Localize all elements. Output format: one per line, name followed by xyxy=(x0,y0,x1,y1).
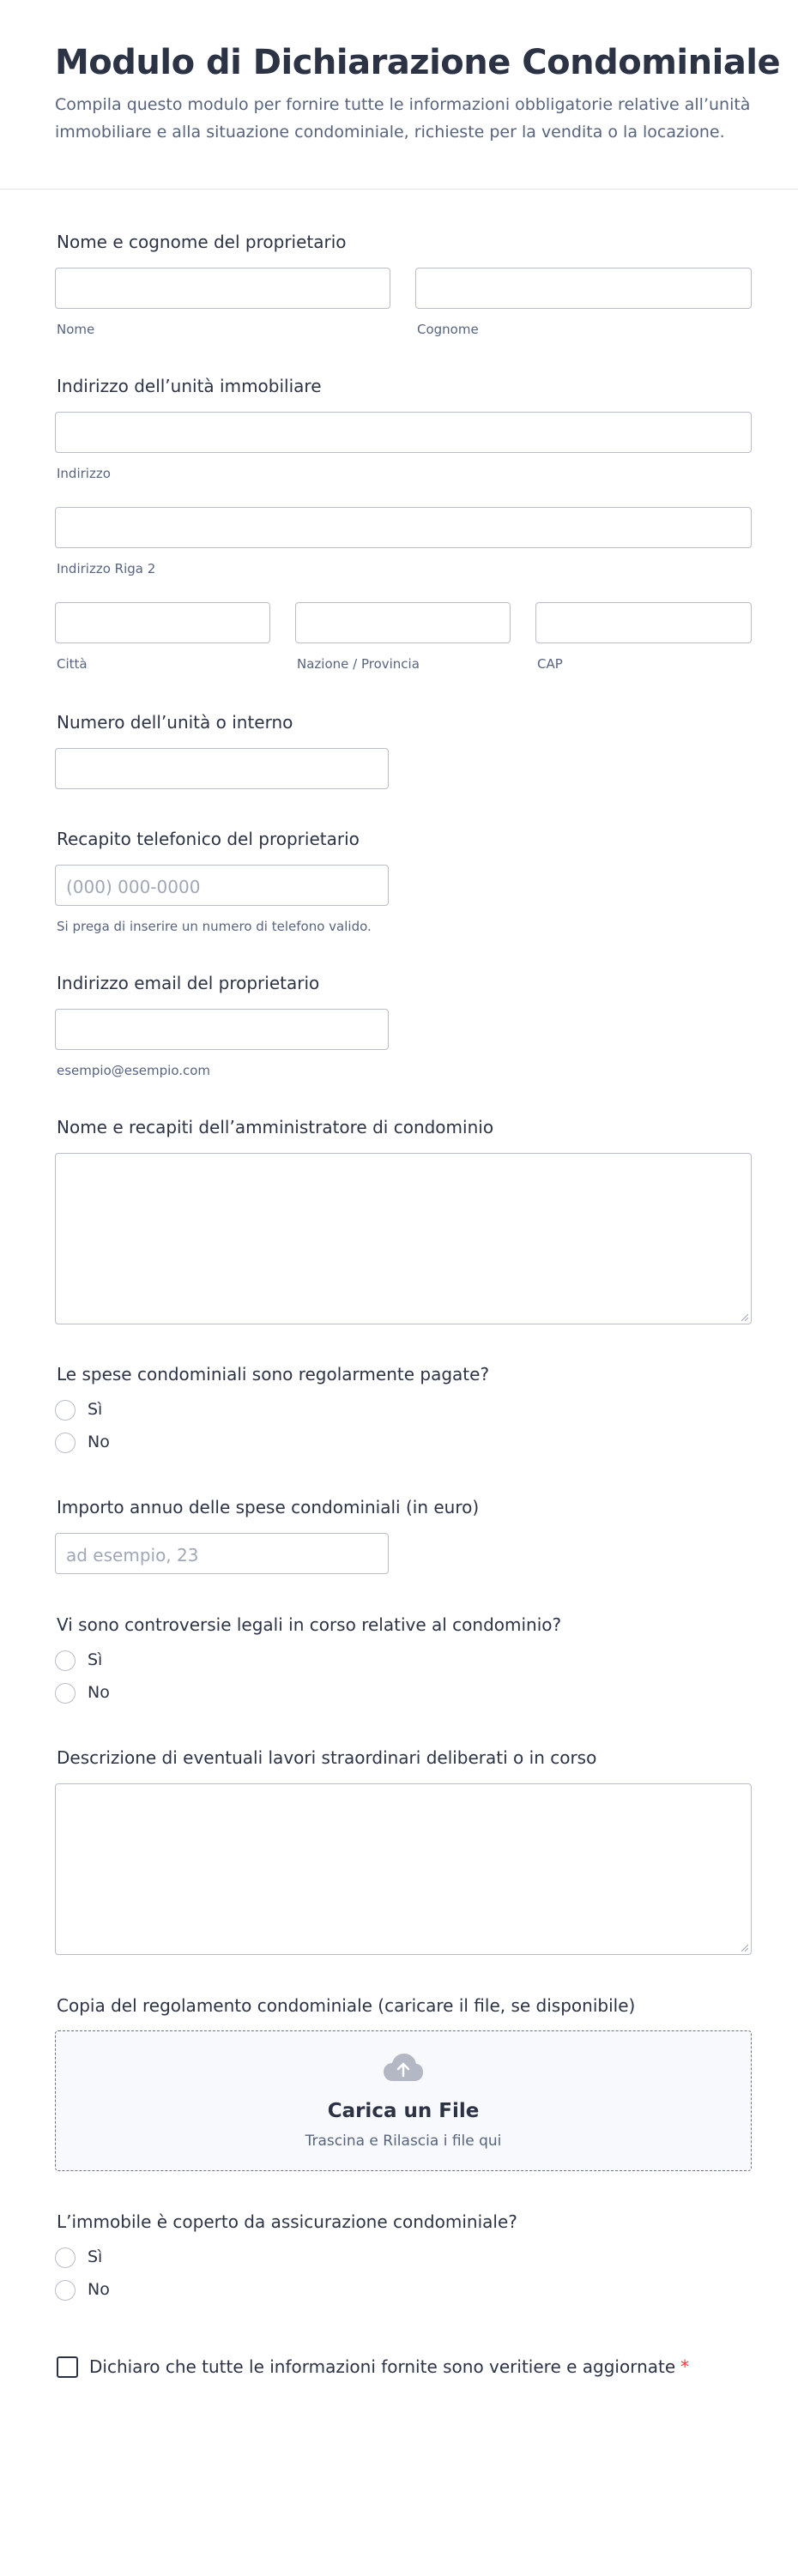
unit-number-input[interactable] xyxy=(55,748,389,789)
last-name-input[interactable] xyxy=(415,268,752,309)
phone-sublabel: Si prega di inserire un numero di telefono valido. xyxy=(57,919,372,934)
annual-fees-input[interactable] xyxy=(55,1533,389,1574)
email-input[interactable] xyxy=(55,1009,389,1050)
cloud-upload-icon xyxy=(383,2052,424,2083)
declaration-checkbox[interactable] xyxy=(57,2356,78,2378)
required-mark: * xyxy=(680,2356,690,2377)
province-input[interactable] xyxy=(295,602,511,643)
address-line2-sublabel: Indirizzo Riga 2 xyxy=(57,561,156,576)
city-input[interactable] xyxy=(55,602,270,643)
form-header xyxy=(0,0,798,190)
administrator-textarea[interactable] xyxy=(55,1153,752,1324)
zip-input[interactable] xyxy=(535,602,752,643)
radio-label: Sì xyxy=(88,2247,103,2266)
radio-label: Sì xyxy=(88,1400,103,1419)
radio-label: No xyxy=(88,2280,110,2299)
regulation-upload-label: Copia del regolamento condominiale (caricare il file, se disponibile) xyxy=(57,1995,636,2016)
radio-button[interactable] xyxy=(55,2280,76,2301)
annual-fees-label: Importo annuo delle spese condominiali (in euro) xyxy=(57,1497,480,1517)
email-sublabel: esempio@esempio.com xyxy=(57,1063,211,1078)
phone-input[interactable] xyxy=(55,865,389,906)
city-sublabel: Città xyxy=(57,656,88,672)
upload-button-title[interactable]: Carica un File xyxy=(327,2100,480,2122)
declaration-label xyxy=(89,2356,689,2377)
address-line1-input[interactable] xyxy=(55,412,752,453)
address-label: Indirizzo dell’unità immobiliare xyxy=(57,376,322,396)
radio-button[interactable] xyxy=(55,1650,76,1671)
last-name-sublabel: Cognome xyxy=(417,322,479,337)
fees-paid-label: Le spese condominiali sono regolarmente pagate? xyxy=(57,1364,490,1385)
administrator-label: Nome e recapiti dell’amministratore di condominio xyxy=(57,1117,494,1137)
first-name-sublabel: Nome xyxy=(57,322,95,337)
resize-handle-icon[interactable] xyxy=(740,1943,748,1952)
radio-button[interactable] xyxy=(55,2247,76,2268)
declaration-text: Dichiaro che tutte le informazioni fornite sono veritiere e aggiornate xyxy=(89,2356,676,2377)
resize-handle-icon[interactable] xyxy=(740,1312,748,1321)
email-label: Indirizzo email del proprietario xyxy=(57,973,320,993)
zip-sublabel: CAP xyxy=(537,656,563,672)
radio-button[interactable] xyxy=(55,1683,76,1704)
insurance-label: L’immobile è coperto da assicurazione condominiale? xyxy=(57,2211,517,2232)
radio-button[interactable] xyxy=(55,1433,76,1453)
extraordinary-works-textarea[interactable] xyxy=(55,1783,752,1955)
extraordinary-works-label: Descrizione di eventuali lavori straordinari deliberati o in corso xyxy=(57,1747,597,1768)
file-upload-dropzone[interactable] xyxy=(55,2030,752,2171)
owner-name-label: Nome e cognome del proprietario xyxy=(57,232,347,252)
radio-label: No xyxy=(88,1433,110,1451)
address-line1-sublabel: Indirizzo xyxy=(57,466,111,481)
unit-number-label: Numero dell’unità o interno xyxy=(57,712,293,733)
form-subtitle: Compila questo modulo per fornire tutte le informazioni obbligatorie relative all’unità immobiliare e alla situazione condominiale, richieste per la vendita o la locazione. xyxy=(55,95,751,142)
radio-label: Sì xyxy=(88,1650,103,1669)
address-line2-input[interactable] xyxy=(55,507,752,548)
phone-label: Recapito telefonico del proprietario xyxy=(57,829,360,849)
first-name-input[interactable] xyxy=(55,268,390,309)
radio-label: No xyxy=(88,1683,110,1702)
phone-placeholder: (000) 000-0000 xyxy=(66,877,201,897)
form-title: Modulo di Dichiarazione Condominiale xyxy=(55,43,781,82)
upload-hint: Trascina e Rilascia i file qui xyxy=(305,2133,502,2150)
legal-disputes-label: Vi sono controversie legali in corso relative al condominio? xyxy=(57,1614,562,1635)
radio-button[interactable] xyxy=(55,1400,76,1421)
annual-fees-placeholder: ad esempio, 23 xyxy=(66,1545,199,1566)
province-sublabel: Nazione / Provincia xyxy=(297,656,420,672)
